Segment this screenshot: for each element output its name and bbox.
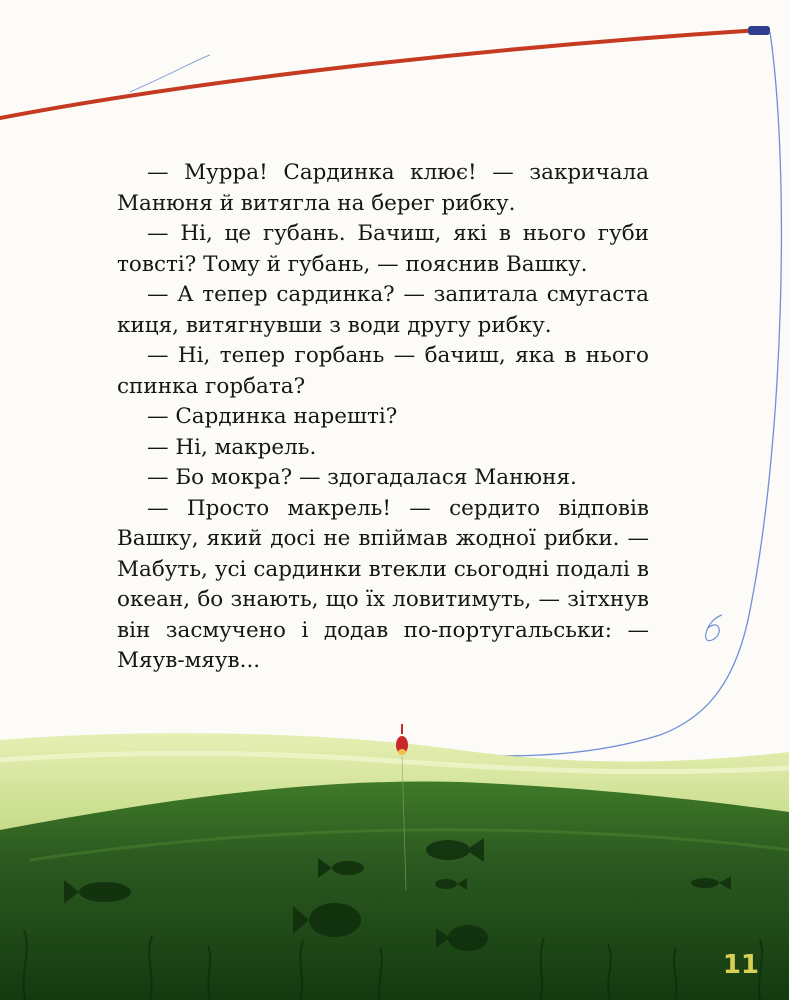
- fishing-line-loop: [706, 615, 722, 641]
- paragraph: — Бо мокра? — здогадалася Манюня.: [147, 465, 577, 490]
- paragraph: — Ні, макрель.: [147, 434, 317, 460]
- paragraph: — Мурра! Сардинка клює! — закричала Манюня й витягла на берег рибку.: [117, 160, 649, 216]
- paragraph: — А тепер сардинка? — запитала смугаста киця, витягнувши з води другу рибку.: [117, 282, 649, 338]
- rod-tip: [748, 26, 770, 35]
- paragraph: — Ні, це губань. Бачиш, які в нього губи товсті? Тому й губань, — пояснив Вашку.: [117, 221, 649, 277]
- paragraph: — Просто макрель! — сердито відповів Вашку, який досі не впіймав жодної рибки. — Мабуть, усі сардинки втекли сьогодні подалі в океан, бо знають, що їх ловитимуть, — зітхнув він засмучено і додав по-португальськи: — Мяув-мяув...: [117, 495, 649, 673]
- paragraph: — Сардинка нарешті?: [147, 404, 398, 429]
- story-text: [117, 158, 649, 677]
- fishing-rod: [0, 30, 760, 118]
- paragraph: — Ні, тепер горбань — бачиш, яка в нього спинка горбата?: [117, 343, 649, 399]
- page-number: 11: [722, 950, 759, 980]
- fishing-float: [396, 724, 408, 755]
